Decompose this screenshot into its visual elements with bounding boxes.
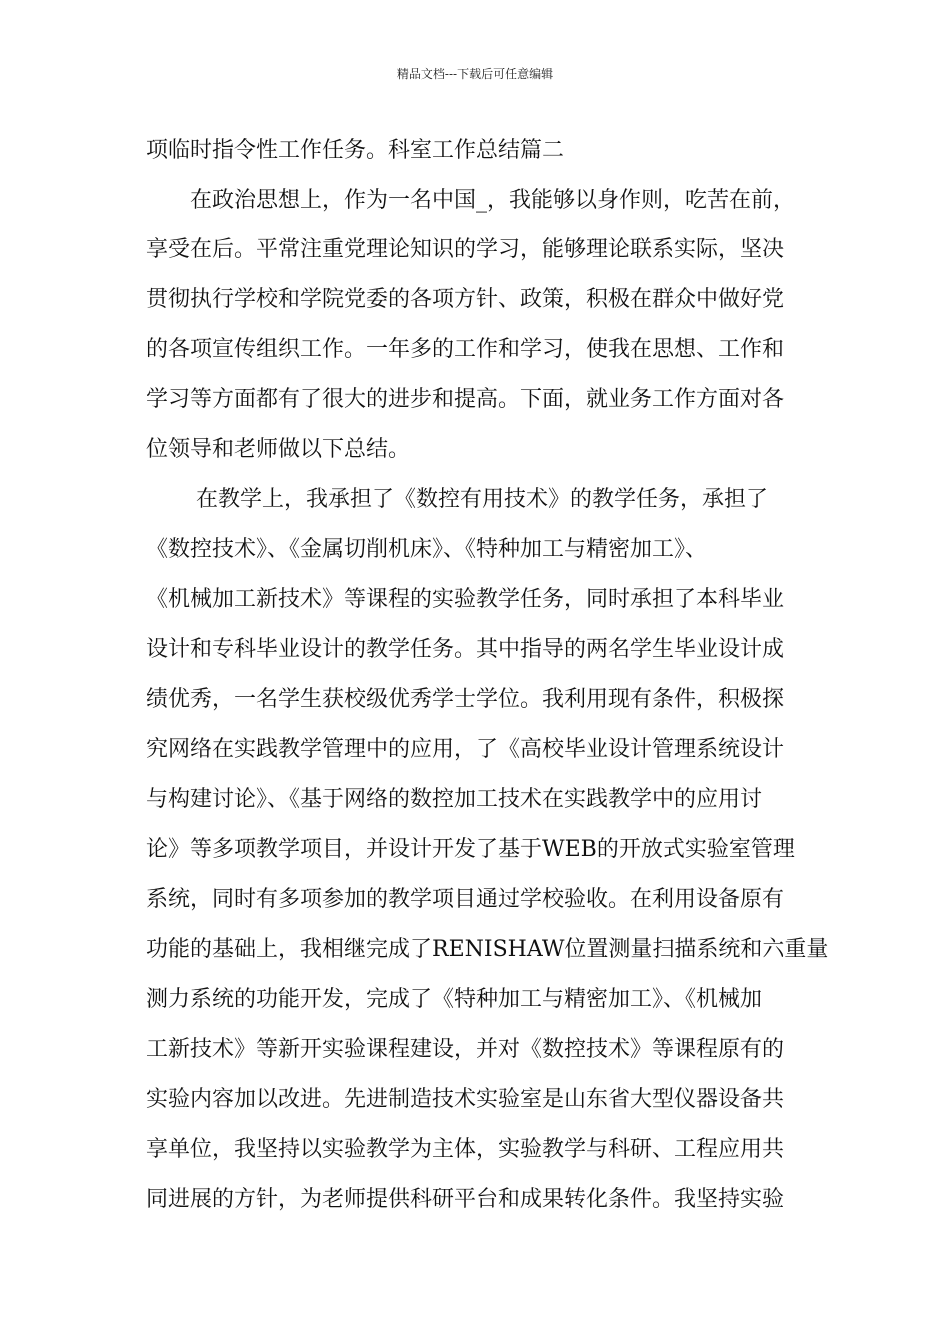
body-line: 贯彻执行学校和学院党委的各项方针、政策，积极在群众中做好党 [146, 287, 785, 312]
body-line: 测力系统的功能开发，完成了《特种加工与精密加工》、《机械加 [146, 987, 763, 1012]
body-line: 系统，同时有多项参加的教学项目通过学校验收。在利用设备原有 [146, 887, 785, 912]
paragraph-first-line: 在教学上，我承担了《数控有用技术》的教学任务，承担了 [196, 487, 769, 512]
body-line: 绩优秀，一名学生获校级优秀学士学位。我利用现有条件，积极探 [146, 687, 785, 712]
body-line: 《数控技术》、《金属切削机床》、《特种加工与精密加工》、 [146, 537, 708, 562]
body-line: 论》等多项教学项目，并设计开发了基于WEB的开放式实验室管理 [146, 837, 795, 862]
body-line: 与构建讨论》、《基于网络的数控加工技术在实践教学中的应用讨 [146, 787, 763, 812]
body-line: 项临时指令性工作任务。科室工作总结篇二 [146, 138, 565, 163]
body-line: 实验内容加以改进。先进制造技术实验室是山东省大型仪器设备共 [146, 1087, 785, 1112]
body-line: 位领导和老师做以下总结。 [146, 437, 411, 462]
body-line: 工新技术》等新开实验课程建设，并对《数控技术》等课程原有的 [146, 1037, 785, 1062]
body-line: 的各项宣传组织工作。一年多的工作和学习，使我在思想、工作和 [146, 337, 785, 362]
body-line: 功能的基础上，我相继完成了RENISHAW位置测量扫描系统和六重量 [146, 937, 829, 962]
paragraph-first-line: 在政治思想上，作为一名中国_，我能够以身作则，吃苦在前， [190, 188, 796, 213]
body-line: 同进展的方针，为老师提供科研平台和成果转化条件。我坚持实验 [146, 1187, 785, 1212]
body-line: 享单位，我坚持以实验教学为主体，实验教学与科研、工程应用共 [146, 1137, 785, 1162]
body-line: 《机械加工新技术》等课程的实验教学任务，同时承担了本科毕业 [146, 587, 785, 612]
body-line: 究网络在实践教学管理中的应用，了《高校毕业设计管理系统设计 [146, 737, 785, 762]
body-line: 设计和专科毕业设计的教学任务。其中指导的两名学生毕业设计成 [146, 637, 785, 662]
page-header: 精品文档---下载后可任意编辑 [396, 67, 554, 81]
body-line: 学习等方面都有了很大的进步和提高。下面，就业务工作方面对各 [146, 387, 785, 412]
body-line: 享受在后。平常注重党理论知识的学习，能够理论联系实际，坚决 [146, 237, 785, 262]
